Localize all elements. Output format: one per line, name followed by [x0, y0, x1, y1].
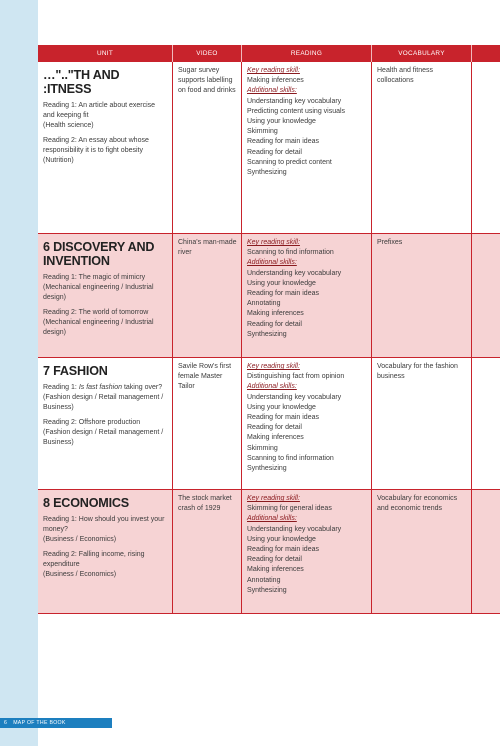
table-row-unit-8 — [38, 490, 500, 614]
key-skill-label: Key reading skill: — [247, 363, 300, 370]
key-skill: Distinguishing fact from opinion — [247, 373, 345, 381]
list-item: Using your knowledge — [247, 279, 316, 287]
reading-2-title: Reading 2: An essay about whose responsibility it is to fight obesity — [43, 136, 149, 154]
video-cell — [173, 234, 242, 357]
list-item: Synthesizing — [247, 169, 287, 177]
additional-skills-label: Additional skills: — [247, 87, 297, 95]
list-item: Understanding key vocabulary — [247, 525, 342, 533]
reading-1-title: Reading 1: An article about exercise and keeping fit — [43, 102, 156, 120]
header-video: VIDEO — [173, 45, 242, 62]
additional-skills-list — [247, 97, 367, 179]
video-cell — [173, 490, 242, 613]
next-column-cell — [472, 358, 500, 489]
additional-skills-label: Additional skills: — [247, 383, 297, 391]
reading-1-title: Reading 1: The magic of mimicry — [43, 274, 146, 281]
list-item: Synthesizing — [247, 330, 287, 338]
list-item: Skimming — [247, 444, 278, 452]
list-item: Understanding key vocabulary — [247, 97, 342, 105]
reading-2-title: Reading 2: Offshore production — [43, 418, 141, 426]
next-column-cell — [472, 234, 500, 357]
vocabulary-text: Vocabulary for the fashion business — [377, 363, 458, 381]
unit-title: 7 FASHION — [43, 364, 108, 378]
reading-1-field: (Health science) — [43, 122, 94, 130]
video-cell — [173, 62, 242, 233]
additional-skills-list — [247, 269, 367, 340]
additional-skills-label: Additional skills: — [247, 515, 297, 523]
key-skill: Making inferences — [247, 77, 304, 85]
unit-title: …".."TH AND :ITNESS — [43, 68, 120, 96]
reading-1-suffix: taking over? — [122, 384, 163, 391]
reading-1 — [43, 515, 168, 546]
list-item: Synthesizing — [247, 465, 287, 473]
vocabulary-cell — [372, 490, 472, 613]
video-title: China's man-made river — [178, 239, 237, 257]
next-column-cell — [472, 490, 500, 613]
unit-cell — [38, 62, 173, 233]
vocabulary-cell — [372, 62, 472, 233]
unit-cell — [38, 490, 173, 613]
list-item: Reading for detail — [247, 556, 302, 564]
reading-cell — [242, 358, 372, 489]
reading-2 — [43, 418, 168, 449]
vocabulary-text: Health and fitness collocations — [377, 67, 434, 85]
vocabulary-cell — [372, 234, 472, 357]
header-reading: READING — [242, 45, 372, 62]
list-item: Synthesizing — [247, 586, 287, 594]
list-item: Reading for detail — [247, 424, 302, 432]
reading-1-prefix: Reading 1: — [43, 384, 79, 391]
reading-1-title: Reading 1: How should you invest your money? — [43, 516, 165, 534]
list-item: Making inferences — [247, 310, 304, 318]
video-title: The stock market crash of 1929 — [178, 495, 232, 513]
video-cell — [173, 358, 242, 489]
list-item: Using your knowledge — [247, 118, 316, 126]
key-skill-label: Key reading skill: — [247, 67, 300, 74]
reading-1-field: (Business / Economics) — [43, 536, 117, 544]
unit-title: 8 ECONOMICS — [43, 496, 129, 510]
table-row-unit-7 — [38, 358, 500, 490]
header-next-column — [472, 45, 500, 62]
reading-2-field: (Business / Economics) — [43, 571, 117, 579]
vocabulary-text: Prefixes — [377, 239, 403, 246]
additional-skills-list — [247, 525, 367, 596]
list-item: Understanding key vocabulary — [247, 393, 342, 401]
footer-tab — [0, 718, 112, 728]
list-item: Reading for detail — [247, 320, 302, 328]
reading-2-field: (Nutrition) — [43, 157, 74, 165]
reading-1 — [43, 383, 168, 414]
list-item: Understanding key vocabulary — [247, 269, 342, 277]
reading-2-field: (Fashion design / Retail management / Business) — [43, 428, 164, 447]
page-number: 6 — [4, 720, 8, 726]
footer-label: MAP OF THE BOOK — [13, 720, 66, 726]
reading-1-field: (Fashion design / Retail management / Business) — [43, 394, 164, 412]
reading-2 — [43, 136, 168, 167]
reading-1-title — [43, 383, 168, 393]
vocabulary-cell — [372, 358, 472, 489]
unit-cell — [38, 358, 173, 489]
table-row-unit-6 — [38, 234, 500, 358]
list-item: Annotating — [247, 300, 281, 308]
header-unit: UNIT — [38, 45, 173, 62]
list-item: Using your knowledge — [247, 403, 316, 411]
list-item: Reading for main ideas — [247, 290, 319, 298]
unit-title: 6 DISCOVERY AND INVENTION — [43, 240, 155, 268]
list-item: Scanning to predict content — [247, 158, 332, 166]
unit-cell — [38, 234, 173, 357]
table-header — [38, 45, 500, 62]
video-title: Savile Row's first female Master Tailor — [178, 363, 232, 391]
video-title: Sugar survey supports labelling on food and drinks — [178, 67, 236, 95]
reading-2-title: Reading 2: The world of tomorrow — [43, 308, 149, 316]
list-item: Predicting content using visuals — [247, 107, 346, 115]
list-item: Reading for detail — [247, 148, 302, 156]
list-item: Reading for main ideas — [247, 414, 319, 422]
list-item: Skimming — [247, 128, 278, 136]
page-left-margin — [0, 0, 38, 746]
additional-skills-label: Additional skills: — [247, 259, 297, 267]
vocabulary-text: Vocabulary for economics and economic trends — [377, 495, 458, 513]
list-item: Reading for main ideas — [247, 546, 319, 554]
reading-1 — [43, 273, 168, 304]
list-item: Reading for main ideas — [247, 138, 319, 146]
reading-2-field: (Mechanical engineering / Industrial design) — [43, 318, 154, 337]
key-skill-label: Key reading skill: — [247, 239, 300, 246]
reading-cell — [242, 62, 372, 233]
list-item: Using your knowledge — [247, 535, 316, 543]
reading-1 — [43, 101, 168, 132]
list-item: Making inferences — [247, 566, 304, 574]
key-skill: Skimming for general ideas — [247, 505, 332, 513]
reading-cell — [242, 234, 372, 357]
additional-skills-list — [247, 393, 367, 475]
reading-2 — [43, 550, 168, 581]
list-item: Scanning to find information — [247, 454, 334, 462]
key-skill-label: Key reading skill: — [247, 495, 300, 502]
reading-2-title: Reading 2: Falling income, rising expenditure — [43, 550, 145, 568]
key-skill: Scanning to find information — [247, 249, 334, 257]
table-row-unit-5 — [38, 62, 500, 234]
list-item: Annotating — [247, 576, 281, 584]
reading-1-italic: Is fast fashion — [78, 384, 123, 391]
reading-1-field: (Mechanical engineering / Industrial design) — [43, 284, 154, 302]
reading-cell — [242, 490, 372, 613]
reading-2 — [43, 308, 168, 339]
header-vocabulary: VOCABULARY — [372, 45, 472, 62]
next-column-cell — [472, 62, 500, 233]
list-item: Making inferences — [247, 434, 304, 442]
